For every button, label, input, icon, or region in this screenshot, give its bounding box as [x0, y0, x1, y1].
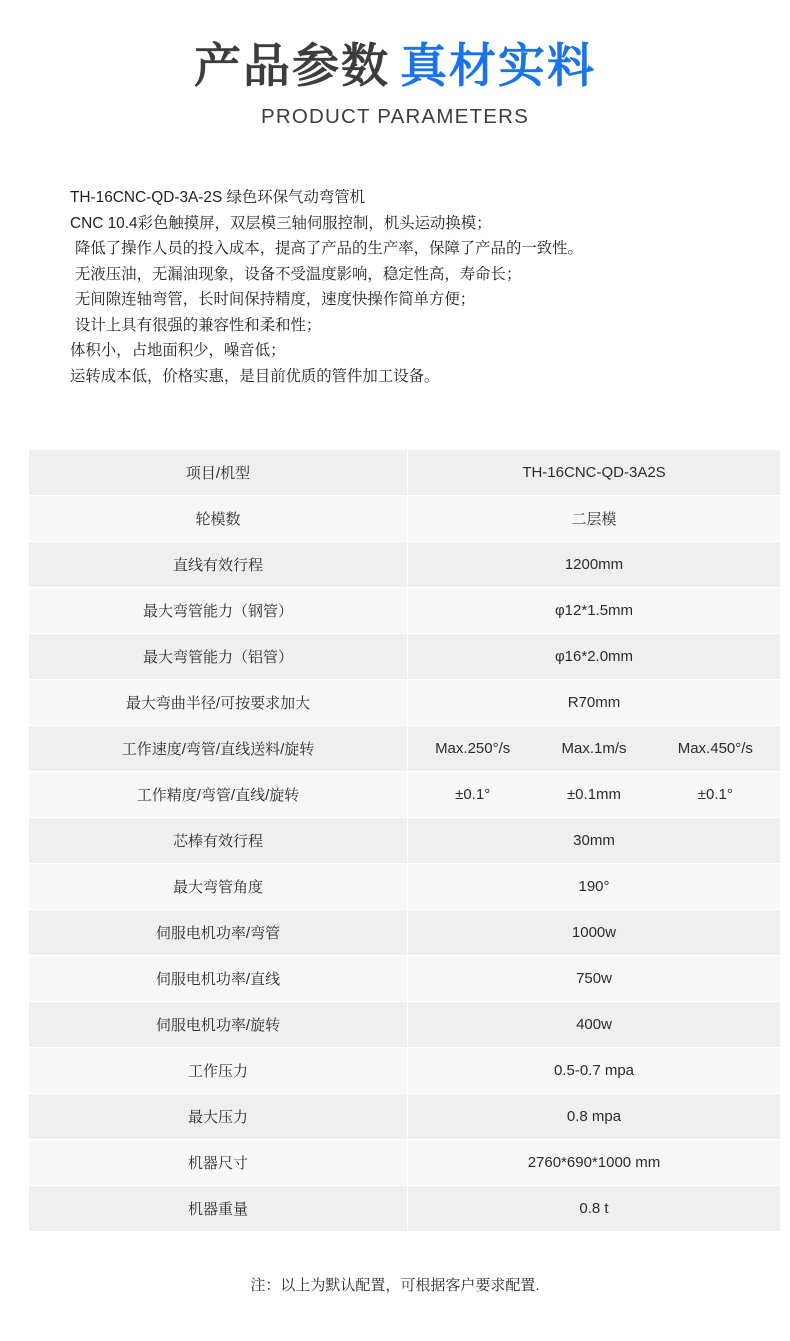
description-line: 无间隙连轴弯管，长时间保持精度，速度快操作简单方便；: [75, 291, 476, 309]
specification-table: [28, 449, 781, 1232]
spec-value-part: Max.1m/s: [561, 740, 627, 758]
description-line: 无液压油，无漏油现象，设备不受温度影响，稳定性高，寿命长；: [75, 265, 522, 283]
spec-value: 1000w: [408, 910, 781, 956]
spec-value: 190°: [408, 864, 781, 910]
spec-value-triple: [408, 772, 781, 818]
table-row: [29, 1186, 781, 1232]
spec-label: 最大压力: [29, 1094, 408, 1140]
table-row: [29, 818, 781, 864]
spec-label: 最大弯曲半径/可按要求加大: [29, 680, 408, 726]
spec-value-part: ±0.1°: [697, 786, 733, 804]
table-row: [29, 634, 781, 680]
description-line: 运转成本低，价格实惠，是目前优质的管件加工设备。: [70, 367, 440, 385]
spec-value: 2760*690*1000 mm: [408, 1140, 781, 1186]
spec-value: 0.8 mpa: [408, 1094, 781, 1140]
page-subtitle: PRODUCT PARAMETERS: [260, 105, 529, 129]
spec-value-part: ±0.1°: [455, 786, 491, 804]
spec-label: 伺服电机功率/弯管: [29, 910, 408, 956]
table-row: [29, 864, 781, 910]
table-row: [29, 680, 781, 726]
spec-value: 400w: [408, 1002, 781, 1048]
description-line: TH-16CNC-QD-3A-2S 绿色环保气动弯管机: [70, 189, 366, 207]
spec-value: R70mm: [408, 680, 781, 726]
description-line: 体积小，占地面积少，噪音低；: [70, 342, 286, 360]
spec-value: 1200mm: [408, 542, 781, 588]
spec-value: φ16*2.0mm: [408, 634, 781, 680]
spec-value: 30mm: [408, 818, 781, 864]
table-row: [29, 450, 781, 496]
page-title-dark: 产品参数: [194, 39, 390, 92]
spec-label: 机器尺寸: [29, 1140, 408, 1186]
spec-label: 机器重量: [29, 1186, 408, 1232]
table-row: [29, 956, 781, 1002]
spec-label: 项目/机型: [29, 450, 408, 496]
spec-value-part: Max.450°/s: [677, 740, 753, 758]
spec-value-part: Max.250°/s: [435, 740, 511, 758]
table-row: [29, 726, 781, 772]
spec-value: TH-16CNC-QD-3A2S: [408, 450, 781, 496]
spec-label: 最大弯管能力（铝管）: [29, 634, 408, 680]
spec-label: 工作压力: [29, 1048, 408, 1094]
table-footnote: 注：以上为默认配置，可根据客户要求配置.: [250, 1277, 540, 1295]
description-line: 设计上具有很强的兼容性和柔和性；: [75, 316, 322, 334]
description-line: 降低了操作人员的投入成本，提高了产品的生产率，保障了产品的一致性。: [75, 240, 583, 258]
table-row: [29, 910, 781, 956]
spec-label: 轮模数: [29, 496, 408, 542]
spec-value: 750w: [408, 956, 781, 1002]
spec-label: 芯棒有效行程: [29, 818, 408, 864]
spec-value: 0.8 t: [408, 1186, 781, 1232]
description-line: CNC 10.4彩色触摸屏，双层模三轴伺服控制，机头运动换模；: [70, 214, 492, 232]
table-row: [29, 1002, 781, 1048]
spec-label: 伺服电机功率/旋转: [29, 1002, 408, 1048]
spec-label: 工作速度/弯管/直线送料/旋转: [29, 726, 408, 772]
table-row: [29, 496, 781, 542]
spec-label: 最大弯管角度: [29, 864, 408, 910]
spec-label: 伺服电机功率/直线: [29, 956, 408, 1002]
product-description: [70, 185, 790, 389]
page-header: [0, 0, 790, 129]
spec-value-part: ±0.1mm: [566, 786, 622, 804]
table-row: [29, 1048, 781, 1094]
spec-value: φ12*1.5mm: [408, 588, 781, 634]
spec-label: 工作精度/弯管/直线/旋转: [29, 772, 408, 818]
table-row: [29, 542, 781, 588]
table-row: [29, 772, 781, 818]
spec-value-triple: [408, 726, 781, 772]
spec-label: 最大弯管能力（钢管）: [29, 588, 408, 634]
table-row: [29, 1094, 781, 1140]
spec-value: 二层模: [408, 496, 781, 542]
table-row: [29, 588, 781, 634]
spec-label: 直线有效行程: [29, 542, 408, 588]
page-title: [0, 38, 790, 93]
table-row: [29, 1140, 781, 1186]
spec-value: 0.5-0.7 mpa: [408, 1048, 781, 1094]
page-title-blue: 真材实料: [400, 39, 596, 92]
